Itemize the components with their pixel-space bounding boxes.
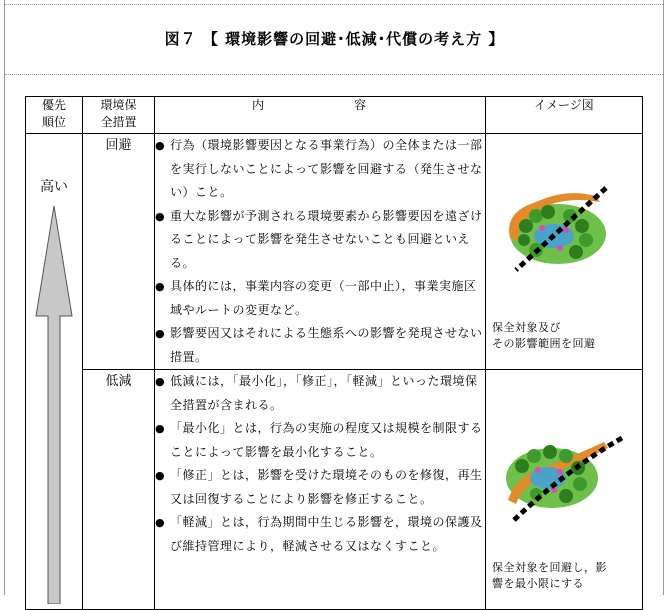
header-content: 内 容 bbox=[155, 97, 486, 134]
bullet-icon: ● bbox=[155, 280, 166, 293]
list-item: ● 影響要因又はそれによる生態系への影響を発現させない措置。 bbox=[155, 322, 485, 369]
list-item: ● 「修正」とは，影響を受けた環境そのものを修復，再生又は回復することにより影響を修正すること。 bbox=[155, 464, 485, 511]
priority-label: 高い bbox=[40, 179, 68, 195]
content-cell bbox=[155, 134, 486, 370]
bullet-icon: ● bbox=[155, 375, 166, 388]
image-caption-text: 保全対象を回避し，影 響を最小限にする bbox=[492, 561, 607, 590]
bullet-icon: ● bbox=[155, 139, 166, 152]
header-measure-label: 環境保 全措置 bbox=[100, 98, 137, 129]
bullet-icon: ● bbox=[155, 469, 166, 482]
bullet-icon: ● bbox=[155, 327, 166, 340]
table-row bbox=[26, 370, 643, 610]
list-item: ● 重大な影響が予測される環境要素から影響要因を遠ざけることによって影響を発生させないことも回避といえる。 bbox=[155, 205, 485, 276]
list-item: ● 「最小化」とは，行為の実施の程度又は規模を制限することによって影響を最小化すること。 bbox=[155, 417, 485, 464]
list-item: ● 具体的には，事業内容の変更（一部中止），事業実施区域やルートの変更など。 bbox=[155, 275, 485, 322]
header-priority-label: 優先 順位 bbox=[41, 98, 66, 129]
content-cell bbox=[155, 370, 486, 610]
measure-cell: 低減 bbox=[83, 370, 155, 610]
image-caption bbox=[492, 560, 607, 592]
list-item: ● 行為（環境影響要因となる事業行為）の全体または一部を実行しないことによって影響を回避する（発生させない）こと。 bbox=[155, 134, 485, 205]
list-item: ● 低減には，「最小化」，「修正」，「軽減」といった環境保全措置が含まれる。 bbox=[155, 370, 485, 417]
header-measure bbox=[83, 97, 155, 134]
image-cell bbox=[486, 370, 643, 610]
header-priority bbox=[26, 97, 83, 134]
forest-pond-road-illustration bbox=[496, 182, 634, 274]
image-caption bbox=[492, 320, 596, 352]
measures-table bbox=[25, 96, 643, 610]
top-dotted-rule bbox=[5, 4, 663, 5]
list-item: ● 「軽減」とは，行為期間中生じる影響を，環境の保護及び維持管理により，軽減させる又はなくすこと。 bbox=[155, 511, 485, 558]
priority-column bbox=[26, 134, 83, 610]
bullet-icon: ● bbox=[155, 422, 166, 435]
bullet-icon: ● bbox=[155, 209, 166, 223]
bullet-icon: ● bbox=[155, 516, 166, 529]
forest-pond-road-illustration bbox=[496, 430, 634, 522]
header-row bbox=[26, 97, 643, 134]
up-arrow-icon bbox=[34, 204, 74, 604]
measure-cell: 回避 bbox=[83, 134, 155, 370]
figure-title: 図７ 【 環境影響の回避･低減･代償の考え方 】 bbox=[164, 30, 505, 48]
header-image: イメージ図 bbox=[486, 97, 643, 134]
image-caption-text: 保全対象及び その影響範囲を回避 bbox=[492, 321, 596, 350]
table-row bbox=[26, 134, 643, 370]
image-cell bbox=[486, 134, 643, 370]
mid-dotted-rule bbox=[5, 74, 663, 75]
